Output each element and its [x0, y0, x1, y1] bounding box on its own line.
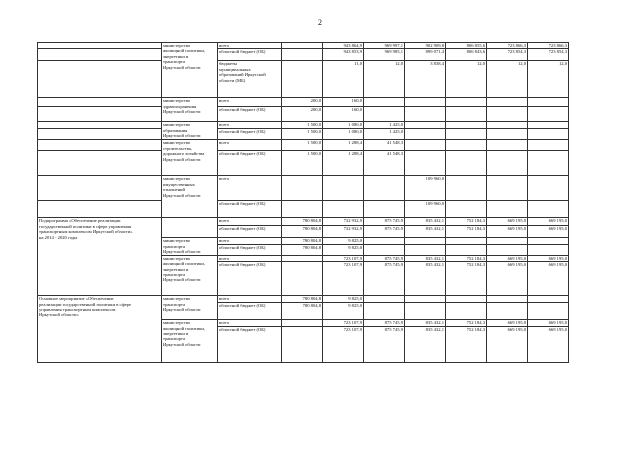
amount-cell: 780 804,8 [282, 218, 323, 226]
amount-cell [405, 151, 446, 176]
table-row [38, 151, 569, 176]
table-row [38, 98, 569, 107]
amount-cell [405, 107, 446, 122]
amount-cell: 41 548,3 [364, 140, 405, 151]
amount-cell: 669 195,0 [528, 320, 569, 326]
amount-cell [487, 244, 528, 255]
program-cell [38, 122, 162, 129]
responsible-cell: министерство жилищной политики, энергетики и транспорта Иркутской области [162, 320, 218, 362]
amount-cell: 806 855,6 [446, 43, 487, 49]
amount-cell [364, 296, 405, 303]
program-cell [38, 98, 162, 107]
amount-cell [405, 140, 446, 151]
amount-cell [405, 129, 446, 140]
amount-cell [364, 303, 405, 320]
amount-cell: 1 500,0 [282, 140, 323, 151]
amount-cell: 835 432,1 [405, 226, 446, 238]
amount-cell: 1 080,0 [323, 129, 364, 140]
amount-cell [323, 201, 364, 218]
amount-cell [405, 122, 446, 129]
funding-source-cell: областной бюджет (ОБ) [218, 303, 282, 320]
amount-cell [528, 122, 569, 129]
amount-cell: 160,0 [323, 107, 364, 122]
amount-cell: 723 107,9 [323, 262, 364, 296]
amount-cell [446, 151, 487, 176]
amount-cell [528, 303, 569, 320]
table-row [38, 107, 569, 122]
funding-source-cell: всего [218, 218, 282, 226]
responsible-cell: министерство имущественных отношений Иркутской области [162, 176, 218, 218]
amount-cell: 806 843,6 [446, 49, 487, 61]
amount-cell [528, 107, 569, 122]
amount-cell: 1 080,0 [323, 122, 364, 129]
amount-cell: 835 432,1 [405, 255, 446, 261]
amount-cell: 899 071,4 [405, 49, 446, 61]
funding-source-cell: областной бюджет (ОБ) [218, 151, 282, 176]
amount-cell: 12,0 [364, 61, 405, 98]
amount-cell [446, 176, 487, 201]
amount-cell: 669 195,0 [487, 320, 528, 326]
funding-source-cell: областной бюджет (ОБ) [218, 262, 282, 296]
program-cell: Основное мероприятие «Обеспечение реализации государственной политики в сфере управления транспортным комплексом Иркутской области» [38, 296, 162, 362]
amount-cell [282, 49, 323, 61]
responsible-cell: министерство жилищной политики, энергетики и транспорта Иркутской области [162, 255, 218, 295]
amount-cell: 752 184,3 [446, 320, 487, 326]
program-cell [38, 49, 162, 61]
amount-cell [446, 140, 487, 151]
amount-cell: 1 500,0 [282, 122, 323, 129]
program-cell [38, 129, 162, 140]
amount-cell: 3 838,4 [405, 61, 446, 98]
funding-source-cell: бюджеты муниципальных образований Иркутской области (МБ) [218, 61, 282, 98]
amount-cell: 9 825,0 [323, 244, 364, 255]
program-cell [38, 201, 162, 218]
amount-cell [446, 107, 487, 122]
funding-source-cell: всего [218, 176, 282, 201]
amount-cell: 11,0 [323, 61, 364, 98]
funding-source-cell: областной бюджет (ОБ) [218, 326, 282, 362]
page-number: 2 [318, 18, 322, 27]
amount-cell: 200,0 [282, 98, 323, 107]
amount-cell [528, 129, 569, 140]
amount-cell: 875 745,9 [364, 218, 405, 226]
amount-cell: 669 195,0 [528, 255, 569, 261]
amount-cell: 723 866,3 [487, 43, 528, 49]
amount-cell [364, 201, 405, 218]
amount-cell: 669 195,0 [487, 218, 528, 226]
amount-cell: 835 432,1 [405, 218, 446, 226]
funding-source-cell: областной бюджет (ОБ) [218, 49, 282, 61]
amount-cell: 723 854,3 [487, 49, 528, 61]
funding-source-cell: всего [218, 296, 282, 303]
responsible-cell: министерство образования Иркутской области [162, 122, 218, 140]
amount-cell [487, 201, 528, 218]
table-row [38, 49, 569, 61]
amount-cell: 780 804,8 [282, 244, 323, 255]
budget-table [37, 42, 569, 363]
funding-source-cell: областной бюджет (ОБ) [218, 226, 282, 238]
funding-source-cell: всего [218, 255, 282, 261]
amount-cell: 780 804,8 [282, 238, 323, 244]
amount-cell [364, 107, 405, 122]
amount-cell: 780 804,8 [282, 303, 323, 320]
amount-cell [487, 122, 528, 129]
amount-cell: 200,0 [282, 107, 323, 122]
amount-cell [487, 140, 528, 151]
amount-cell: 835 432,1 [405, 320, 446, 326]
amount-cell [487, 303, 528, 320]
amount-cell: 9 825,0 [323, 296, 364, 303]
amount-cell: 780 804,8 [282, 296, 323, 303]
amount-cell [446, 98, 487, 107]
responsible-cell: министерство здравоохранения Иркутской области [162, 98, 218, 122]
amount-cell: 902 909,8 [405, 43, 446, 49]
amount-cell [528, 140, 569, 151]
amount-cell: 1 425,0 [364, 122, 405, 129]
amount-cell: 669 195,0 [528, 226, 569, 238]
amount-cell: 669 195,0 [528, 262, 569, 296]
amount-cell [282, 176, 323, 201]
amount-cell [282, 326, 323, 362]
amount-cell [282, 201, 323, 218]
amount-cell: 669 195,0 [528, 218, 569, 226]
table-row [38, 61, 569, 98]
amount-cell: 669 195,0 [487, 262, 528, 296]
amount-cell [405, 296, 446, 303]
table-row [38, 176, 569, 201]
amount-cell: 109 960,0 [405, 201, 446, 218]
amount-cell: 160,0 [323, 98, 364, 107]
amount-cell [487, 129, 528, 140]
responsible-cell: министерство строительства, дорожного хозяйства Иркутской области [162, 140, 218, 176]
amount-cell [487, 176, 528, 201]
amount-cell: 669 195,0 [528, 326, 569, 362]
table-row [38, 129, 569, 140]
funding-source-cell: всего [218, 122, 282, 129]
amount-cell: 943 853,9 [323, 49, 364, 61]
responsible-cell [162, 218, 218, 238]
responsible-cell: министерство жилищной политики, энергетики и транспорта Иркутской области [162, 43, 218, 98]
amount-cell: 12,0 [528, 61, 569, 98]
amount-cell [487, 107, 528, 122]
amount-cell [405, 303, 446, 320]
amount-cell [446, 296, 487, 303]
amount-cell: 752 184,3 [446, 226, 487, 238]
amount-cell: 1 425,0 [364, 129, 405, 140]
table-row [38, 296, 569, 303]
amount-cell [364, 176, 405, 201]
amount-cell: 752 184,3 [446, 326, 487, 362]
funding-source-cell: областной бюджет (ОБ) [218, 129, 282, 140]
amount-cell [487, 151, 528, 176]
program-cell [38, 61, 162, 98]
amount-cell: 752 184,3 [446, 262, 487, 296]
funding-source-cell: всего [218, 140, 282, 151]
amount-cell [446, 201, 487, 218]
amount-cell [446, 129, 487, 140]
amount-cell [446, 303, 487, 320]
amount-cell [528, 296, 569, 303]
amount-cell: 943 864,9 [323, 43, 364, 49]
amount-cell: 1 500,0 [282, 151, 323, 176]
amount-cell: 109 960,0 [405, 176, 446, 201]
amount-cell [487, 296, 528, 303]
amount-cell: 875 745,9 [364, 255, 405, 261]
program-cell: Подпрограмма «Обеспечение реализации государственной политики в сфере управления транспортным комплексом Иркутской области» на 2014 - 2020 годы [38, 218, 162, 296]
amount-cell: 723 107,9 [323, 320, 364, 326]
amount-cell [405, 98, 446, 107]
amount-cell [446, 122, 487, 129]
amount-cell: 835 432,1 [405, 326, 446, 362]
program-cell [38, 151, 162, 176]
table-row [38, 122, 569, 129]
amount-cell [364, 98, 405, 107]
amount-cell: 9 825,0 [323, 238, 364, 244]
amount-cell: 723 866,3 [528, 43, 569, 49]
amount-cell [364, 244, 405, 255]
amount-cell [323, 176, 364, 201]
amount-cell: 12,0 [446, 61, 487, 98]
amount-cell: 732 932,9 [323, 218, 364, 226]
amount-cell [487, 98, 528, 107]
amount-cell: 835 432,1 [405, 262, 446, 296]
amount-cell: 669 195,0 [487, 326, 528, 362]
amount-cell: 969 985,1 [364, 49, 405, 61]
amount-cell: 875 745,9 [364, 226, 405, 238]
amount-cell: 12,0 [487, 61, 528, 98]
table-row [38, 218, 569, 226]
table-row [38, 140, 569, 151]
program-cell [38, 107, 162, 122]
responsible-cell: министерство транспорта Иркутской области [162, 238, 218, 255]
amount-cell [282, 61, 323, 98]
amount-cell [405, 244, 446, 255]
amount-cell: 41 548,3 [364, 151, 405, 176]
amount-cell: 723 107,9 [323, 255, 364, 261]
funding-source-cell: областной бюджет (ОБ) [218, 107, 282, 122]
amount-cell: 1 288,4 [323, 151, 364, 176]
amount-cell: 875 745,9 [364, 320, 405, 326]
amount-cell: 1 500,0 [282, 129, 323, 140]
amount-cell: 669 195,0 [487, 226, 528, 238]
amount-cell [282, 262, 323, 296]
amount-cell: 1 288,4 [323, 140, 364, 151]
funding-source-cell: областной бюджет (ОБ) [218, 201, 282, 218]
amount-cell: 969 997,1 [364, 43, 405, 49]
amount-cell [528, 201, 569, 218]
funding-source-cell: всего [218, 43, 282, 49]
amount-cell: 875 745,9 [364, 262, 405, 296]
amount-cell: 723 854,3 [528, 49, 569, 61]
amount-cell [528, 151, 569, 176]
amount-cell [446, 244, 487, 255]
amount-cell: 723 107,9 [323, 326, 364, 362]
amount-cell: 752 184,3 [446, 218, 487, 226]
amount-cell: 669 195,0 [487, 255, 528, 261]
funding-source-cell: областной бюджет (ОБ) [218, 244, 282, 255]
amount-cell [528, 244, 569, 255]
table-row [38, 201, 569, 218]
amount-cell [528, 176, 569, 201]
amount-cell: 875 745,9 [364, 326, 405, 362]
amount-cell: 780 804,8 [282, 226, 323, 238]
amount-cell: 9 825,0 [323, 303, 364, 320]
funding-source-cell: всего [218, 320, 282, 326]
funding-source-cell: всего [218, 238, 282, 244]
program-cell [38, 140, 162, 151]
funding-source-cell: всего [218, 98, 282, 107]
amount-cell: 732 932,9 [323, 226, 364, 238]
program-cell [38, 176, 162, 201]
amount-cell: 752 184,3 [446, 255, 487, 261]
responsible-cell: министерство транспорта Иркутской области [162, 296, 218, 320]
amount-cell [528, 98, 569, 107]
